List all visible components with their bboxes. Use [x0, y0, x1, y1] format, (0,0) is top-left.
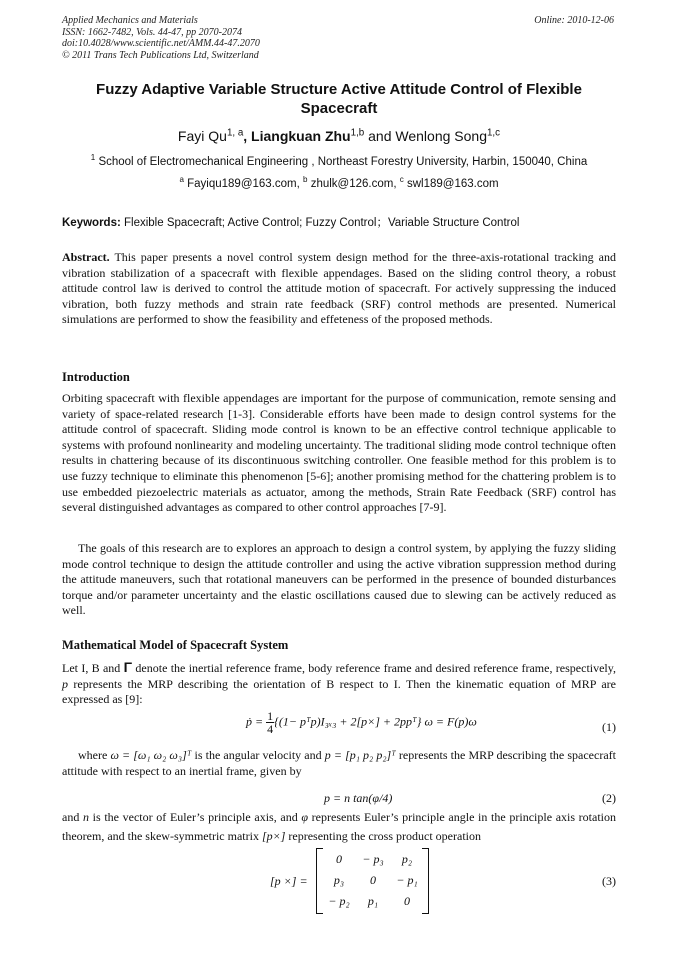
- gamma-symbol: Γ: [123, 659, 133, 675]
- eq1-fraction-den: 4: [267, 722, 274, 736]
- eq1-fraction-num: 1: [267, 709, 274, 723]
- email-line: [62, 175, 616, 190]
- email-a-sup: a: [179, 175, 184, 185]
- email-c: swl189@163.com: [406, 178, 499, 190]
- email-a: Fayiqu189@163.com,: [187, 178, 304, 190]
- where-text-b: is the angular velocity and: [191, 748, 325, 762]
- equation-3-number: (3): [602, 874, 616, 888]
- matrix-cell: − p₂: [328, 894, 350, 908]
- paper-title: Fuzzy Adaptive Variable Structure Active Attitude Control of Flexible Spacecraft: [96, 81, 582, 117]
- eq1-rhs: {(1− pᵀp)I₃ₓ₃ + 2[p×] + 2ppᵀ} ω = F(p)ω: [274, 714, 477, 729]
- author-1: Fayi Qu: [177, 128, 227, 144]
- abstract-text: This paper presents a novel control system design method for the three-axis-rotational tracking and vibration stabilization of a spacecraft with flexible appendages. Based on the sliding control theory, a robust attitude control law is derived to control the attitude motion of spacecraft. For actively suppressing the induced vibration, both fuzzy methods and strain rate feedback (SRF) control methods are presented. Numerical simulations are performed to show the feasibility and effeteness of the proposed methods.: [62, 250, 616, 327]
- intro-paragraph-2: The goals of this research are to explores an approach to design a control system, by applying the fuzzy sliding mode control technique to design the attitude controller and using the active vibration suppression method during the attitude maneuvers, such that rotational maneuvers can be performed in the presence of bounded disturbances torque and/or parameter uncertainty and the elastic oscillations caused due to slewing can be actively reduced as well.: [62, 541, 616, 618]
- affiliation-sup: 1: [90, 153, 96, 163]
- keywords-text: Flexible Spacecraft; Active Control; Fuzzy Control；Variable Structure Control: [124, 217, 520, 229]
- model-p2-text-c: represents Euler’s principle angle in the principle axis rotation theorem, and the skew-symmetric matrix: [62, 810, 617, 843]
- keywords-label: Keywords:: [62, 217, 121, 229]
- journal-name: Applied Mechanics and Materials: [62, 15, 198, 26]
- matrix-cell: 0: [336, 852, 342, 866]
- email-b: zhulk@126.com,: [310, 178, 400, 190]
- model-p2-text-d: representing the cross product operation: [285, 829, 481, 843]
- model-p1-text-a: Let I, B and: [62, 661, 124, 675]
- keywords: [62, 214, 616, 230]
- author-3: and Wenlong Song: [364, 128, 487, 144]
- author-2: , Liangkuan Zhu: [243, 128, 351, 144]
- online-date: Online: 2010-12-06: [534, 15, 614, 26]
- equation-2-number: (2): [602, 791, 616, 805]
- matrix-right-bracket: [422, 848, 429, 914]
- author-1-sup: 1, a: [226, 127, 244, 139]
- p-symbol: p: [62, 676, 68, 691]
- affiliation: [62, 153, 616, 168]
- intro-paragraph-1: Orbiting spacecraft with flexible appendages are important for the purpose of communication, remote sensing and variety of space-related research [1-3]. Considerable efforts have been made to design control systems for the attitude control of spacecraft. Sliding mode control is known to be an effective control technique applicable to systems with profound nonlinearity and modeling uncertainty. The traditional sliding mode control technique often results in chattering because of its discontinuous switching controller. One feasible method for this problem is to use fuzzy technique to eliminate this phenomenon [5-6]; another promising method for the chattering problem is to use embedded piezoelectric materials as actuator, among the methods, Strain Rate Feedback (SRF) control has several distinguished advantages as compared to other control approaches [7-9].: [62, 391, 616, 515]
- abstract: [62, 250, 616, 328]
- where-text-c: represents the MRP describing the spacecraft attitude with respect to an inertial frame, given by: [62, 748, 616, 778]
- model-p2-text-b: is the vector of Euler’s principle axis, and: [89, 810, 302, 824]
- matrix-cell: p₁: [367, 894, 379, 908]
- section-heading-introduction: Introduction: [62, 370, 130, 384]
- equation-1: [62, 708, 616, 744]
- model-p1-text-b: denote the inertial reference frame, body reference frame and desired reference frame, respectively,: [132, 661, 616, 675]
- matrix-cell: − p₃: [362, 852, 384, 866]
- journal-header: [62, 15, 260, 61]
- model-paragraph-2: [62, 808, 616, 846]
- issn-line: ISSN: 1662-7482, Vols. 44-47, pp 2070-2074: [62, 26, 242, 38]
- omega-definition: ω = [ω₁ ω₂ ω₃]ᵀ: [110, 748, 192, 762]
- matrix-cell: − p₁: [396, 873, 418, 887]
- model-paragraph-1: [62, 660, 616, 708]
- eq1-lhs: ṗ =: [246, 714, 267, 729]
- author-3-sup: 1,c: [486, 127, 501, 139]
- matrix-cell: 0: [404, 894, 410, 908]
- model-p2-text-a: and: [62, 810, 83, 824]
- eq1-fraction: [266, 710, 274, 735]
- px-symbol: [p×]: [261, 829, 286, 843]
- equation-3-lhs: [p ×] =: [270, 874, 308, 888]
- model-p1-text-c: represents the MRP describing the orientation of B respect to I. Then the kinematic equation of MRP are expressed as [9]:: [62, 676, 616, 707]
- doi-line: doi:10.4028/www.scientific.net/AMM.44-47.2070: [62, 38, 260, 49]
- n-symbol: n: [83, 810, 89, 824]
- email-b-sup: b: [303, 175, 308, 185]
- phi-symbol: φ: [301, 810, 309, 824]
- p-definition: p = [p₁ p₂ p₂]ᵀ: [324, 748, 396, 762]
- equation-2-body: p = n tan(φ/4): [324, 791, 393, 805]
- abstract-label: Abstract.: [62, 250, 110, 264]
- equation-1-number: (1): [602, 720, 616, 734]
- matrix-cell: 0: [370, 873, 376, 887]
- author-2-sup: 1,b: [350, 127, 365, 139]
- matrix-cell: p₂: [401, 852, 413, 866]
- copyright-line: © 2011 Trans Tech Publications Ltd, Switzerland: [62, 49, 259, 61]
- author-line: [62, 128, 616, 144]
- matrix-cell: p₃: [333, 873, 345, 887]
- email-c-sup: c: [399, 175, 404, 185]
- affiliation-text: School of Electromechanical Engineering , Northeast Forestry University, Harbin, 150040, China: [98, 156, 588, 168]
- where-text-a: where: [78, 748, 111, 762]
- model-paragraph-where: [62, 748, 616, 779]
- equation-1-body: [246, 710, 477, 735]
- section-heading-model: Mathematical Model of Spacecraft System: [62, 638, 289, 652]
